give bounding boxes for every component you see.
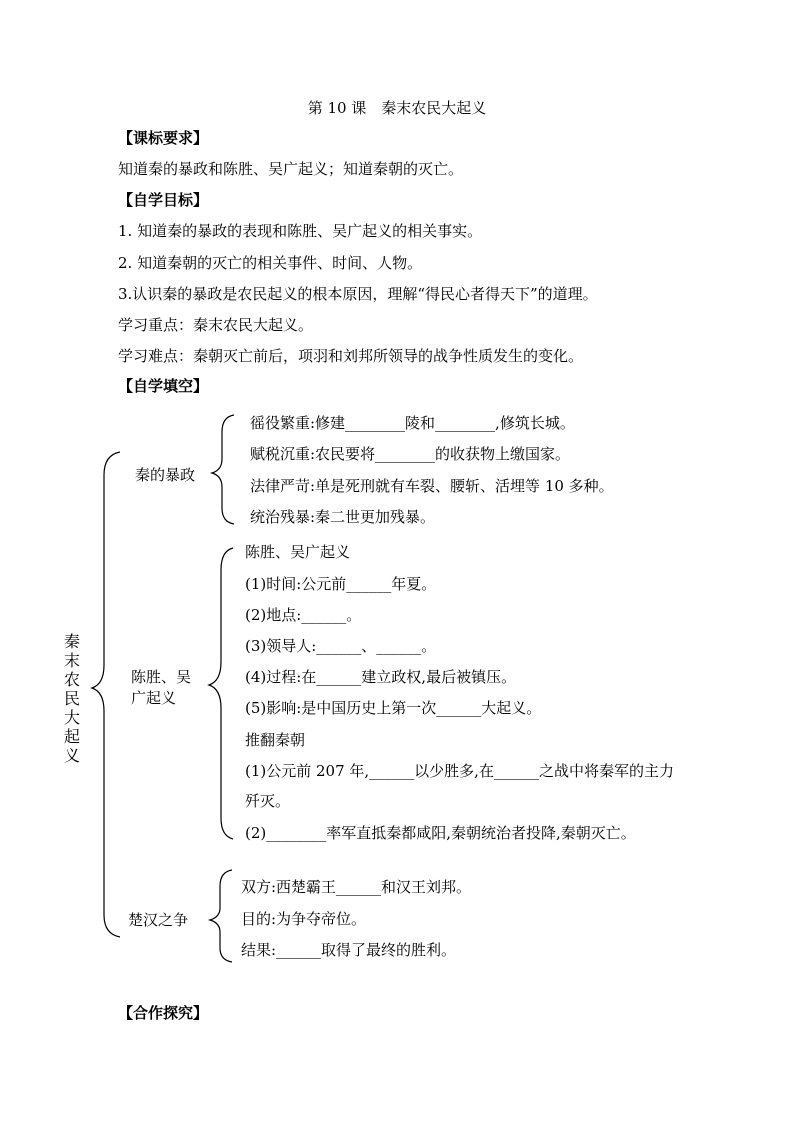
root-brace <box>92 452 120 937</box>
goal-item-1: 1. 知道秦的暴政的表现和陈胜、吴广起义的相关事实。 <box>118 222 483 240</box>
section-hezuo-heading: 【合作探究】 <box>118 1004 209 1022</box>
branch3-item: 双方:西楚霸王______和汉王刘邦。 <box>241 878 472 896</box>
branch2-item: (2)________率军直抵秦都咸阳,秦朝统治者投降,秦朝灭亡。 <box>245 824 636 842</box>
section-kebiao-heading: 【课标要求】 <box>118 129 209 147</box>
branch2-item: (3)领导人:______、______。 <box>245 637 437 655</box>
diagram-root-label: 秦 末 农 民 大 起 义 <box>63 632 80 765</box>
branch2-brace <box>209 548 233 839</box>
branch1-item: 法律严苛:单是死刑就有车裂、腰斩、活埋等 10 多种。 <box>250 477 614 495</box>
branch2-item: (2)地点:______。 <box>245 606 362 624</box>
section-tiankong-heading: 【自学填空】 <box>118 377 209 395</box>
page-title: 第 10 课 秦末农民大起义 <box>307 99 487 117</box>
branch1-item: 徭役繁重:修建________陵和________,修筑长城。 <box>250 414 575 432</box>
branch1-item: 赋税沉重:农民要将________的收获物上缴国家。 <box>250 445 571 463</box>
goal-item-3: 3.认识秦的暴政是农民起义的根本原因，理解“得民心者得天下”的道理。 <box>118 285 598 303</box>
difficult-point: 学习难点：秦朝灭亡前后，项羽和刘邦所领导的战争性质发生的变化。 <box>118 347 584 365</box>
branch3-item: 目的:为争夺帝位。 <box>241 910 367 928</box>
branch2-item: 陈胜、吴广起义 <box>245 543 351 561</box>
branch2-item: (4)过程:在______建立政权,最后被镇压。 <box>245 668 517 686</box>
branch3-brace <box>210 870 232 962</box>
key-point: 学习重点：秦末农民大起义。 <box>118 316 314 334</box>
branch2-label-line1: 陈胜、吴 <box>131 668 192 686</box>
kebiao-text: 知道秦的暴政和陈胜、吴广起义；知道秦朝的灭亡。 <box>118 160 464 178</box>
branch1-label: 秦的暴政 <box>135 466 196 484</box>
branch2-item: (5)影响:是中国历史上第一次______大起义。 <box>245 699 542 717</box>
branch3-item: 结果:______取得了最终的胜利。 <box>241 941 457 959</box>
branch2-label-line2: 广起义 <box>131 689 177 707</box>
branch3-label: 楚汉之争 <box>128 911 189 929</box>
branch1-item: 统治残暴:秦二世更加残暴。 <box>250 508 436 526</box>
branch2-item: 歼灭。 <box>245 792 291 810</box>
branch2-item: 推翻秦朝 <box>245 731 306 749</box>
branch2-item: (1)公元前 207 年,______以少胜多,在______之战中将秦军的主力 <box>245 762 674 780</box>
goal-item-2: 2. 知道秦朝的灭亡的相关事件、时间、人物。 <box>118 254 423 272</box>
section-zixue-mubiao-heading: 【自学目标】 <box>118 191 209 209</box>
branch2-item: (1)时间:公元前______年夏。 <box>245 575 437 593</box>
branch1-brace <box>212 415 234 524</box>
